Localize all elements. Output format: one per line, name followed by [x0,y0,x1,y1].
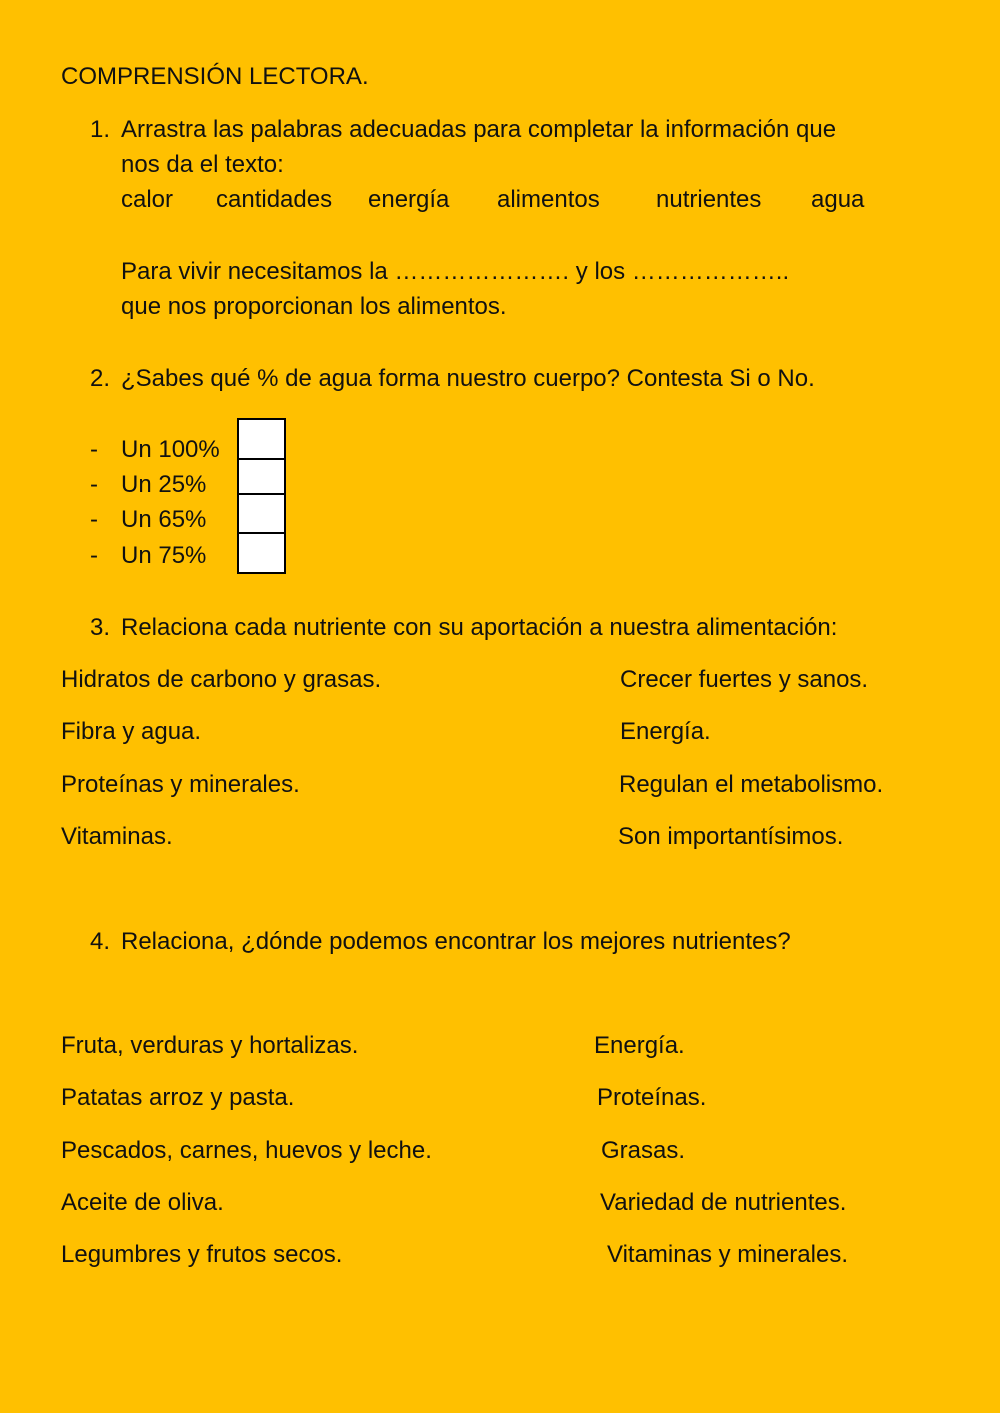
q3-left-item[interactable]: Hidratos de carbono y grasas. [61,666,382,693]
word-nutrientes[interactable]: nutrientes [656,186,762,213]
word-energia[interactable]: energía [368,186,450,213]
q4-right-item[interactable]: Energía. [594,1032,685,1059]
q2-dash: - [90,436,98,463]
q3-left-item[interactable]: Fibra y agua. [61,718,202,745]
q4-left-item[interactable]: Patatas arroz y pasta. [61,1084,295,1111]
q2-dash: - [90,542,98,569]
q4-right-item[interactable]: Variedad de nutrientes. [600,1189,847,1216]
q1-instruction-line2: nos da el texto: [121,151,284,178]
q2-option-65: Un 65% [121,506,207,533]
q3-right-item[interactable]: Crecer fuertes y sanos. [620,666,869,693]
q2-dash: - [90,506,98,533]
q3-right-item[interactable]: Energía. [620,718,711,745]
q4-left-item[interactable]: Pescados, carnes, huevos y leche. [61,1137,432,1164]
q4-right-item[interactable]: Vitaminas y minerales. [607,1241,848,1268]
q3-right-item[interactable]: Son importantísimos. [618,823,844,850]
q2-dash: - [90,471,98,498]
answer-box-25[interactable] [237,458,286,495]
q1-instruction-line1: Arrastra las palabras adecuadas para completar la información que [121,116,837,143]
q3-left-item[interactable]: Vitaminas. [61,823,173,850]
answer-box-75[interactable] [237,532,286,574]
q2-option-25: Un 25% [121,471,207,498]
q3-question: Relaciona cada nutriente con su aportación a nuestra alimentación: [121,614,838,641]
q4-right-item[interactable]: Proteínas. [597,1084,707,1111]
answer-box-100[interactable] [237,418,286,460]
q4-left-item[interactable]: Legumbres y frutos secos. [61,1241,343,1268]
q3-left-item[interactable]: Proteínas y minerales. [61,771,300,798]
q2-option-100: Un 100% [121,436,220,463]
q4-left-item[interactable]: Aceite de oliva. [61,1189,224,1216]
q3-number: 3. [90,614,111,641]
q2-question: ¿Sabes qué % de agua forma nuestro cuerpo? Contesta Si o No. [121,365,815,392]
q4-left-item[interactable]: Fruta, verduras y hortalizas. [61,1032,359,1059]
q1-sentence-line1: Para vivir necesitamos la …………………. y los ……………….. [121,258,790,285]
q4-question: Relaciona, ¿dónde podemos encontrar los mejores nutrientes? [121,928,791,955]
answer-box-65[interactable] [237,493,286,534]
word-alimentos[interactable]: alimentos [497,186,600,213]
q1-number: 1. [90,116,111,143]
word-cantidades[interactable]: cantidades [216,186,333,213]
q2-number: 2. [90,365,111,392]
q4-number: 4. [90,928,111,955]
q3-right-item[interactable]: Regulan el metabolismo. [619,771,884,798]
q4-right-item[interactable]: Grasas. [601,1137,686,1164]
q2-option-75: Un 75% [121,542,207,569]
q1-sentence-line2: que nos proporcionan los alimentos. [121,293,507,320]
page-title: COMPRENSIÓN LECTORA. [61,63,369,90]
word-calor[interactable]: calor [121,186,174,213]
word-agua[interactable]: agua [811,186,865,213]
